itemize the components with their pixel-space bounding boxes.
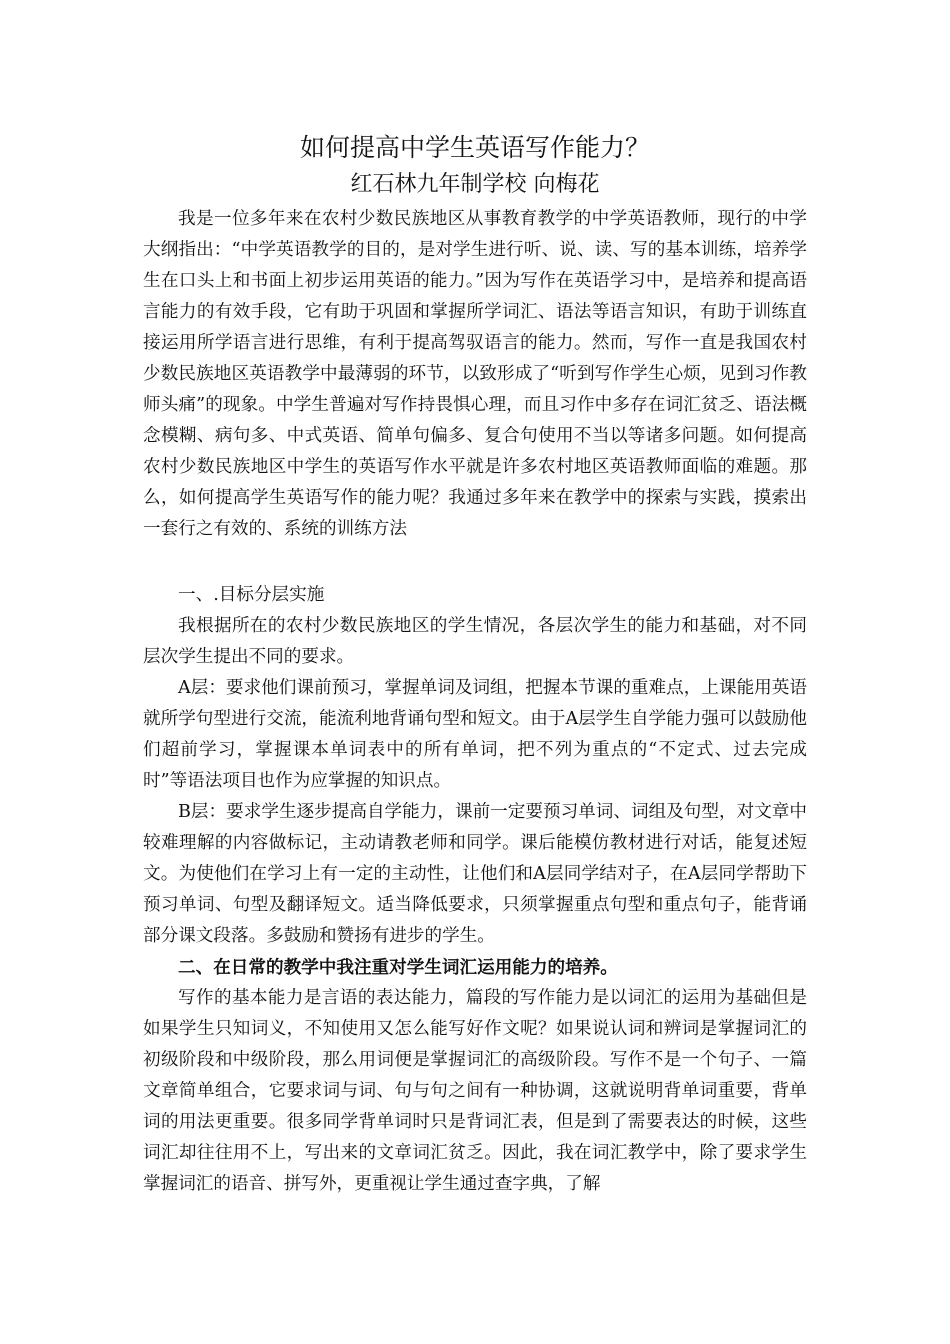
body-paragraph: B层：要求学生逐步提高自学能力，课前一定要预习单词、词组及句型，对文章中较难理解的内容做标记，主动请教老师和同学。课后能模仿教材进行对话，能复述短文。为使他们在学习上有一定的主动性，让他们和A层同学结对子，在A层同学帮助下预习单词、句型及翻译短文。适当降低要求，只须掌握重点句型和重点句子，能背诵部分课文段落。多鼓励和赞扬有进步的学生。 xyxy=(143,802,807,946)
intro-paragraph: 我是一位多年来在农村少数民族地区从事教育教学的中学英语教师，现行的中学大纲指出：“中学英语教学的目的，是对学生进行听、说、读、写的基本训练，培养学生在口头上和书面上初步运用英语的能力。”因为写作在英语学习中，是培养和提高语言能力的有效手段，它有助于巩固和掌握所学词汇、语法等语言知识，有助于训练直接运用所学语言进行思维，有利于提高驾驭语言的能力。然而，写作一直是我国农村少数民族地区英语教学中最薄弱的环节，以致形成了“听到写作学生心烦，见到习作教师头痛”的现象。中学生普遍对写作持畏惧心理，而且习作中多存在词汇贫乏、语法概念模糊、病句多、中式英语、简单句偏多、复合句使用不当以等诸多问题。如何提高农村少数民族地区中学生的英语写作水平就是许多农村地区英语教师面临的难题。那么，如何提高学生英语写作的能力呢？我通过多年来在教学中的探索与实践，摸索出一套行之有效的、系统的训练方法 xyxy=(143,209,807,539)
section-heading-2: 二、在日常的教学中我注重对学生词汇运用能力的培养。 xyxy=(178,957,618,978)
document-author: 红石林九年制学校 向梅花 xyxy=(350,172,600,197)
body-paragraph: A层：要求他们课前预习，掌握单词及词组，把握本节课的重难点，上课能用英语就所学句型进行交流，能流利地背诵句型和短文。由于A层学生自学能力强可以鼓励他们超前学习，掌握课本单词表中的所有单词，把不列为重点的“不定式、过去完成时”等语法项目也作为应掌握的知识点。 xyxy=(143,678,807,791)
section-heading-1: 一、.目标分层实施 xyxy=(178,585,325,605)
body-paragraph: 我根据所在的农村少数民族地区的学生情况，各层次学生的能力和基础，对不同层次学生提出不同的要求。 xyxy=(143,616,807,667)
blank-line xyxy=(143,545,807,580)
document-page xyxy=(143,128,807,1200)
body-paragraph: 写作的基本能力是言语的表达能力，篇段的写作能力是以词汇的运用为基础但是如果学生只知词义，不知使用又怎么能写好作文呢？如果说认词和辨词是掌握词汇的初级阶段和中级阶段，那么用词便是掌握词汇的高级阶段。写作不是一个句子、一篇文章简单组合，它要求词与词、句与句之间有一种协调，这就说明背单词重要，背单词的用法更重要。很多同学背单词时只是背词汇表，但是到了需要表达的时候，这些词汇却往往用不上，写出来的文章词汇贫乏。因此，我在词汇教学中，除了要求学生掌握词汇的语音、拼写外，更重视让学生通过查字典，了解 xyxy=(143,988,807,1194)
document-title: 如何提高中学生英语写作能力？ xyxy=(299,133,650,162)
